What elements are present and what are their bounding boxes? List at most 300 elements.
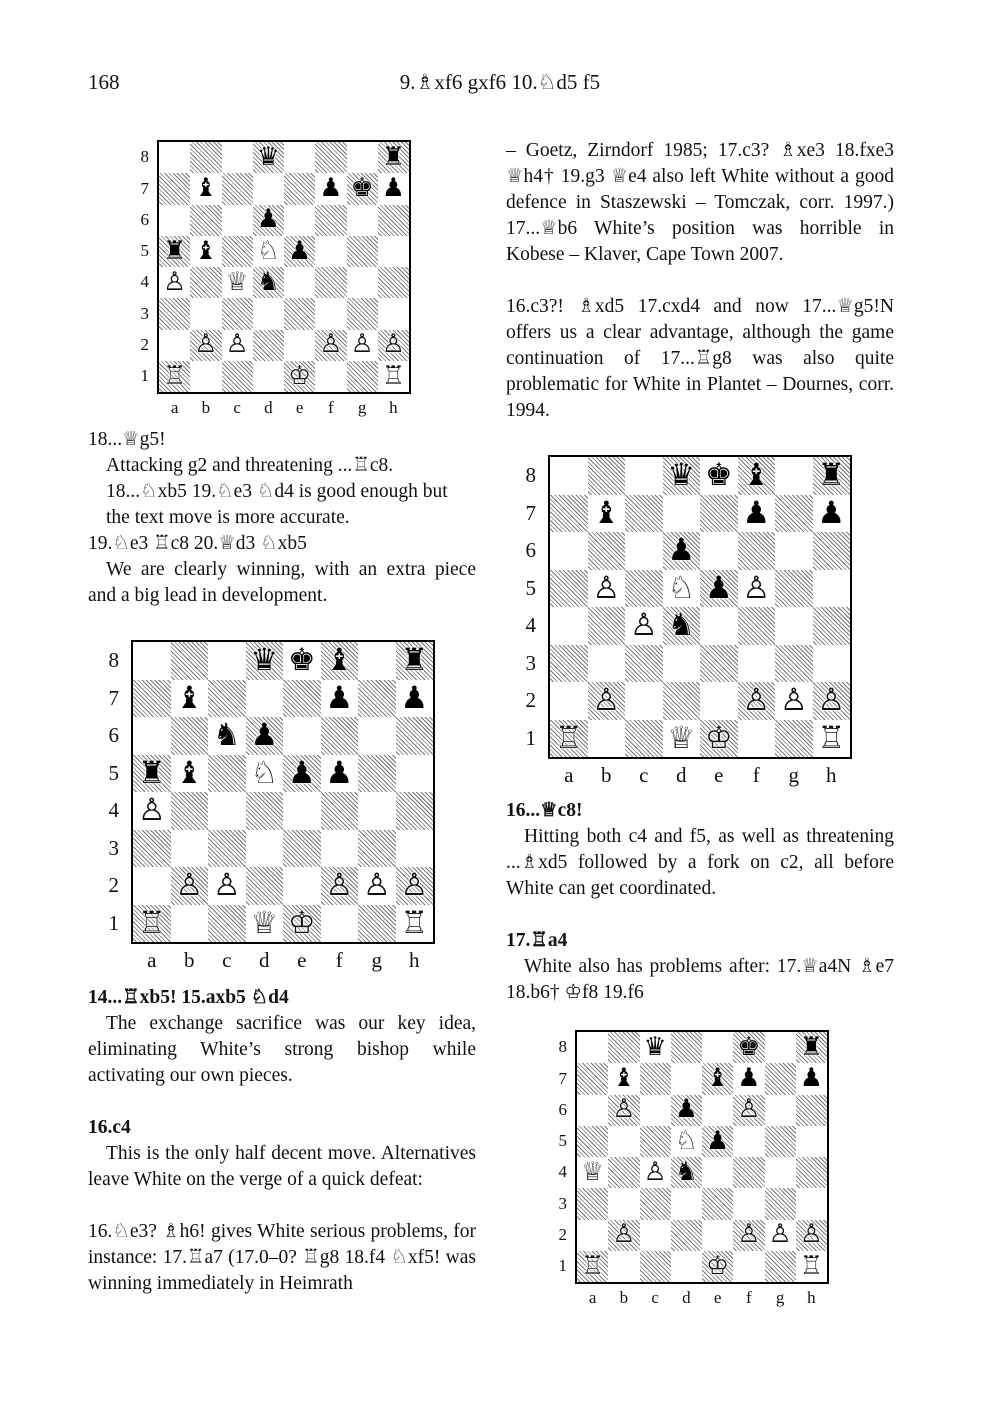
square-c5 (640, 1126, 671, 1157)
square-e1 (283, 905, 321, 943)
square-e4 (702, 1157, 733, 1188)
black-pawn-icon: ♟ (400, 679, 429, 716)
square-g4 (775, 607, 813, 645)
square-b4 (190, 267, 221, 298)
square-a7 (550, 495, 588, 533)
white-queen-icon: ♕ (667, 719, 696, 756)
square-a6 (577, 1095, 608, 1126)
square-d8 (246, 642, 284, 680)
square-e1 (700, 720, 738, 758)
square-b2 (608, 1220, 639, 1251)
white-pawn-icon: ♙ (742, 682, 771, 719)
square-b2 (190, 330, 221, 361)
white-rook-icon: ♖ (581, 1250, 605, 1281)
square-f2 (738, 682, 776, 720)
square-g7 (765, 1063, 796, 1094)
white-pawn-icon: ♙ (612, 1094, 636, 1125)
black-rook-icon: ♜ (163, 235, 187, 266)
square-b1 (588, 720, 626, 758)
white-pawn-icon: ♙ (737, 1094, 761, 1125)
square-h1 (378, 361, 409, 392)
square-h6 (378, 205, 409, 236)
file-label: g (371, 948, 382, 972)
square-a5 (133, 755, 171, 793)
square-d3 (253, 298, 284, 329)
square-c3 (222, 298, 253, 329)
square-c7 (222, 173, 253, 204)
square-e8 (283, 642, 321, 680)
file-label: f (328, 398, 334, 417)
white-knight-icon: ♘ (674, 1125, 698, 1156)
square-d2 (253, 330, 284, 361)
black-rook-icon: ♜ (137, 754, 166, 791)
file-label: a (564, 763, 574, 787)
black-pawn-icon: ♟ (381, 173, 405, 204)
move-19-comment: We are clearly winning, with an extra piece and a big lead in development. (88, 559, 476, 606)
square-c3 (208, 830, 246, 868)
square-c6 (208, 717, 246, 755)
diagram-3-board (548, 455, 852, 759)
square-a3 (159, 298, 190, 329)
black-bishop-icon: ♝ (194, 235, 218, 266)
rank-label: 2 (108, 873, 119, 898)
square-b5 (608, 1126, 639, 1157)
square-b6 (588, 532, 626, 570)
square-f3 (321, 830, 359, 868)
square-d6 (671, 1095, 702, 1126)
square-g1 (775, 720, 813, 758)
square-g3 (358, 830, 396, 868)
square-h1 (396, 905, 434, 943)
square-f7 (321, 680, 359, 718)
square-f6 (733, 1095, 764, 1126)
square-e6 (284, 205, 315, 236)
square-e3 (283, 830, 321, 868)
white-pawn-icon: ♙ (163, 266, 187, 297)
square-e2 (700, 682, 738, 720)
square-g1 (358, 905, 396, 943)
square-h4 (813, 607, 851, 645)
square-h7 (378, 173, 409, 204)
move-14-comment: The exchange sacrifice was our key idea, eliminating White’s strong bishop while activating our own pieces. (88, 1013, 476, 1086)
rank-label: 7 (108, 685, 119, 710)
file-label: g (775, 1288, 785, 1307)
file-label: b (601, 763, 612, 787)
square-c1 (640, 1251, 671, 1282)
square-f7 (315, 173, 346, 204)
black-queen-icon: ♛ (667, 457, 696, 494)
running-title: 9.♗xf6 gxf6 10.♘d5 f5 (399, 70, 601, 94)
rank-label: 7 (558, 1068, 567, 1088)
square-d7 (253, 173, 284, 204)
white-pawn-icon: ♙ (768, 1219, 792, 1250)
black-knight-icon: ♞ (212, 717, 241, 754)
square-g4 (765, 1157, 796, 1188)
square-h4 (378, 267, 409, 298)
square-c6 (625, 532, 663, 570)
square-f4 (321, 792, 359, 830)
black-pawn-icon: ♟ (799, 1063, 823, 1094)
square-e7 (702, 1063, 733, 1094)
black-queen-icon: ♛ (256, 141, 280, 172)
square-b3 (171, 830, 209, 868)
black-bishop-icon: ♝ (742, 457, 771, 494)
square-e4 (283, 792, 321, 830)
square-c5 (222, 236, 253, 267)
square-d4 (671, 1157, 702, 1188)
black-pawn-icon: ♟ (287, 754, 316, 791)
white-rook-icon: ♖ (817, 719, 846, 756)
square-h8 (378, 142, 409, 173)
square-h4 (396, 792, 434, 830)
file-label: e (714, 763, 724, 787)
file-label: g (788, 763, 799, 787)
rank-label: 2 (140, 334, 149, 354)
black-pawn-icon: ♟ (737, 1063, 761, 1094)
square-h2 (813, 682, 851, 720)
black-pawn-icon: ♟ (674, 1094, 698, 1125)
square-d3 (663, 645, 701, 683)
rank-label: 2 (558, 1224, 567, 1244)
square-e1 (284, 361, 315, 392)
rank-label: 3 (558, 1193, 567, 1213)
white-pawn-icon: ♙ (737, 1219, 761, 1250)
square-f5 (321, 755, 359, 793)
square-c2 (640, 1220, 671, 1251)
square-h2 (396, 867, 434, 905)
white-pawn-icon: ♙ (612, 1219, 636, 1250)
white-knight-icon: ♘ (256, 235, 280, 266)
file-label: c (233, 398, 241, 417)
rank-label: 5 (108, 760, 119, 785)
square-b1 (608, 1251, 639, 1282)
square-e8 (284, 142, 315, 173)
rank-label: 5 (525, 575, 536, 600)
rank-label: 3 (525, 650, 536, 675)
white-pawn-icon: ♙ (225, 329, 249, 360)
square-b1 (190, 361, 221, 392)
square-a8 (550, 457, 588, 495)
white-pawn-icon: ♙ (742, 569, 771, 606)
file-label: e (713, 1288, 722, 1307)
square-b6 (190, 205, 221, 236)
square-f2 (733, 1220, 764, 1251)
white-pawn-icon: ♙ (592, 682, 621, 719)
rank-label: 6 (525, 538, 536, 563)
square-f2 (315, 330, 346, 361)
square-c3 (640, 1188, 671, 1219)
rank-label: 1 (558, 1256, 567, 1276)
rank-label: 1 (525, 725, 536, 750)
black-pawn-icon: ♟ (319, 173, 343, 204)
black-queen-icon: ♛ (250, 642, 279, 679)
file-label: h (389, 398, 398, 417)
square-e3 (284, 298, 315, 329)
square-g6 (358, 717, 396, 755)
file-label: b (201, 398, 211, 417)
black-rook-icon: ♜ (799, 1031, 823, 1062)
rank-label: 3 (140, 303, 149, 323)
square-g8 (347, 142, 378, 173)
square-e1 (702, 1251, 733, 1282)
square-c6 (640, 1095, 671, 1126)
square-c7 (640, 1063, 671, 1094)
white-pawn-icon: ♙ (799, 1219, 823, 1250)
square-b4 (608, 1157, 639, 1188)
square-f1 (733, 1251, 764, 1282)
black-pawn-icon: ♟ (325, 679, 354, 716)
square-d6 (246, 717, 284, 755)
square-g3 (765, 1188, 796, 1219)
rank-label: 6 (108, 723, 119, 748)
white-pawn-icon: ♙ (817, 682, 846, 719)
rank-label: 7 (140, 178, 149, 198)
square-d1 (253, 361, 284, 392)
black-pawn-icon: ♟ (256, 204, 280, 235)
file-label: f (746, 1288, 752, 1307)
move-16b-comment: Hitting both c4 and f5, as well as threatening ...♗xd5 followed by a fork on c2, all before White can get coordinated. (506, 826, 894, 899)
square-c8 (625, 457, 663, 495)
file-label: d (682, 1288, 691, 1307)
square-f4 (738, 607, 776, 645)
square-b3 (608, 1188, 639, 1219)
square-f6 (315, 205, 346, 236)
square-f6 (738, 532, 776, 570)
square-c4 (222, 267, 253, 298)
file-label: h (826, 763, 837, 787)
square-d7 (663, 495, 701, 533)
white-rook-icon: ♖ (137, 904, 166, 941)
square-h7 (796, 1063, 827, 1094)
square-h5 (796, 1126, 827, 1157)
square-e2 (283, 867, 321, 905)
square-e6 (283, 717, 321, 755)
square-c1 (625, 720, 663, 758)
square-h6 (796, 1095, 827, 1126)
white-pawn-icon: ♙ (212, 867, 241, 904)
square-a8 (577, 1032, 608, 1063)
square-a3 (577, 1188, 608, 1219)
square-d1 (246, 905, 284, 943)
square-f3 (315, 298, 346, 329)
square-d3 (671, 1188, 702, 1219)
square-f8 (315, 142, 346, 173)
square-h5 (396, 755, 434, 793)
square-d4 (246, 792, 284, 830)
black-king-icon: ♚ (737, 1031, 761, 1062)
square-a4 (159, 267, 190, 298)
square-g1 (347, 361, 378, 392)
square-d6 (663, 532, 701, 570)
rank-label: 8 (525, 463, 536, 488)
square-f1 (321, 905, 359, 943)
black-king-icon: ♚ (704, 457, 733, 494)
white-king-icon: ♔ (706, 1250, 730, 1281)
move-16: 16.c4 (88, 1117, 131, 1138)
square-h6 (396, 717, 434, 755)
square-f5 (315, 236, 346, 267)
square-b5 (190, 236, 221, 267)
square-h7 (396, 680, 434, 718)
square-a7 (133, 680, 171, 718)
black-pawn-icon: ♟ (250, 717, 279, 754)
rank-label: 7 (525, 500, 536, 525)
square-c7 (625, 495, 663, 533)
square-h3 (378, 298, 409, 329)
file-label: a (588, 1288, 597, 1307)
square-b2 (171, 867, 209, 905)
square-e7 (284, 173, 315, 204)
square-h6 (813, 532, 851, 570)
square-e2 (702, 1220, 733, 1251)
square-e4 (700, 607, 738, 645)
square-g8 (765, 1032, 796, 1063)
square-a6 (550, 532, 588, 570)
square-f8 (738, 457, 776, 495)
square-b7 (190, 173, 221, 204)
rank-label: 3 (108, 835, 119, 860)
left-text-block-2 (88, 985, 476, 1297)
square-a6 (133, 717, 171, 755)
white-king-icon: ♔ (704, 719, 733, 756)
square-e8 (702, 1032, 733, 1063)
square-e5 (284, 236, 315, 267)
file-label: e (297, 948, 307, 972)
square-d8 (663, 457, 701, 495)
move-16b: 16...♕c8! (506, 800, 583, 821)
square-c4 (208, 792, 246, 830)
square-c2 (625, 682, 663, 720)
square-a3 (550, 645, 588, 683)
file-label: d (259, 948, 270, 972)
diagram-1-board (157, 140, 411, 394)
black-bishop-icon: ♝ (706, 1063, 730, 1094)
square-c8 (208, 642, 246, 680)
square-g2 (358, 867, 396, 905)
white-queen-icon: ♕ (225, 266, 249, 297)
square-d2 (671, 1220, 702, 1251)
square-g7 (358, 680, 396, 718)
page-number: 168 (88, 70, 120, 94)
white-king-icon: ♔ (287, 904, 316, 941)
black-pawn-icon: ♟ (704, 569, 733, 606)
square-e4 (284, 267, 315, 298)
square-g6 (775, 532, 813, 570)
file-label: e (295, 398, 304, 417)
square-g7 (347, 173, 378, 204)
black-rook-icon: ♜ (817, 457, 846, 494)
square-c7 (208, 680, 246, 718)
square-h4 (796, 1157, 827, 1188)
square-a8 (159, 142, 190, 173)
square-d6 (253, 205, 284, 236)
square-f7 (738, 495, 776, 533)
square-e7 (283, 680, 321, 718)
square-d3 (246, 830, 284, 868)
rank-label: 4 (558, 1162, 567, 1182)
white-rook-icon: ♖ (381, 360, 405, 391)
square-b8 (190, 142, 221, 173)
rank-label: 1 (108, 910, 119, 935)
black-bishop-icon: ♝ (612, 1063, 636, 1094)
white-pawn-icon: ♙ (325, 867, 354, 904)
square-c8 (640, 1032, 671, 1063)
move-14: 14...♖xb5! 15.axb5 ♘d4 (88, 987, 289, 1008)
square-c2 (222, 330, 253, 361)
square-a2 (159, 330, 190, 361)
square-b8 (588, 457, 626, 495)
square-b7 (588, 495, 626, 533)
rank-label: 2 (525, 688, 536, 713)
rank-label: 5 (140, 241, 149, 261)
square-a3 (133, 830, 171, 868)
rank-label: 4 (108, 798, 119, 823)
square-h3 (813, 645, 851, 683)
black-bishop-icon: ♝ (325, 642, 354, 679)
square-d1 (663, 720, 701, 758)
square-c1 (222, 361, 253, 392)
black-pawn-icon: ♟ (817, 494, 846, 531)
move-16-alt: 16.♘e3? ♗h6! gives White serious problems, for instance: 17.♖a7 (17.0–0? ♖g8 18.f4 ♘xf5! was winning immediately in Heimrath (88, 1221, 476, 1294)
square-c6 (222, 205, 253, 236)
black-bishop-icon: ♝ (175, 754, 204, 791)
white-rook-icon: ♖ (400, 904, 429, 941)
square-h5 (378, 236, 409, 267)
white-pawn-icon: ♙ (643, 1156, 667, 1187)
white-knight-icon: ♘ (250, 754, 279, 791)
square-f7 (733, 1063, 764, 1094)
white-pawn-icon: ♙ (350, 329, 374, 360)
diagram-2-board (131, 640, 435, 944)
square-a5 (159, 236, 190, 267)
file-label: c (651, 1288, 659, 1307)
square-f2 (321, 867, 359, 905)
rank-label: 8 (558, 1037, 567, 1057)
file-label: f (335, 948, 343, 972)
black-pawn-icon: ♟ (742, 494, 771, 531)
square-f8 (321, 642, 359, 680)
move-17-comment: White also has problems after: 17.♕a4N ♗e7 18.b6† ♔f8 19.f6 (506, 956, 894, 1003)
square-e5 (283, 755, 321, 793)
black-knight-icon: ♞ (256, 266, 280, 297)
square-g5 (775, 570, 813, 608)
move-16-comment: This is the only half decent move. Alternatives leave White on the verge of a quick defeat: (88, 1143, 476, 1190)
square-f1 (315, 361, 346, 392)
black-rook-icon: ♜ (381, 141, 405, 172)
file-label: g (357, 398, 367, 417)
square-h1 (813, 720, 851, 758)
file-label: a (147, 948, 157, 972)
square-b3 (588, 645, 626, 683)
white-pawn-icon: ♙ (400, 867, 429, 904)
move-17: 17.♖a4 (506, 930, 568, 951)
square-f5 (738, 570, 776, 608)
square-e5 (702, 1126, 733, 1157)
square-d8 (253, 142, 284, 173)
move-18-comment-2: 18...♘xb5 19.♘e3 ♘d4 is good enough but the text move is more accurate. (106, 481, 448, 528)
file-label: a (170, 398, 179, 417)
move-18-comment-1: Attacking g2 and threatening ...♖c8. (106, 455, 394, 476)
square-d8 (671, 1032, 702, 1063)
square-d5 (246, 755, 284, 793)
square-c1 (208, 905, 246, 943)
square-b1 (171, 905, 209, 943)
square-a2 (577, 1220, 608, 1251)
white-pawn-icon: ♙ (137, 792, 166, 829)
square-f3 (738, 645, 776, 683)
square-c8 (222, 142, 253, 173)
rank-label: 4 (140, 272, 149, 292)
